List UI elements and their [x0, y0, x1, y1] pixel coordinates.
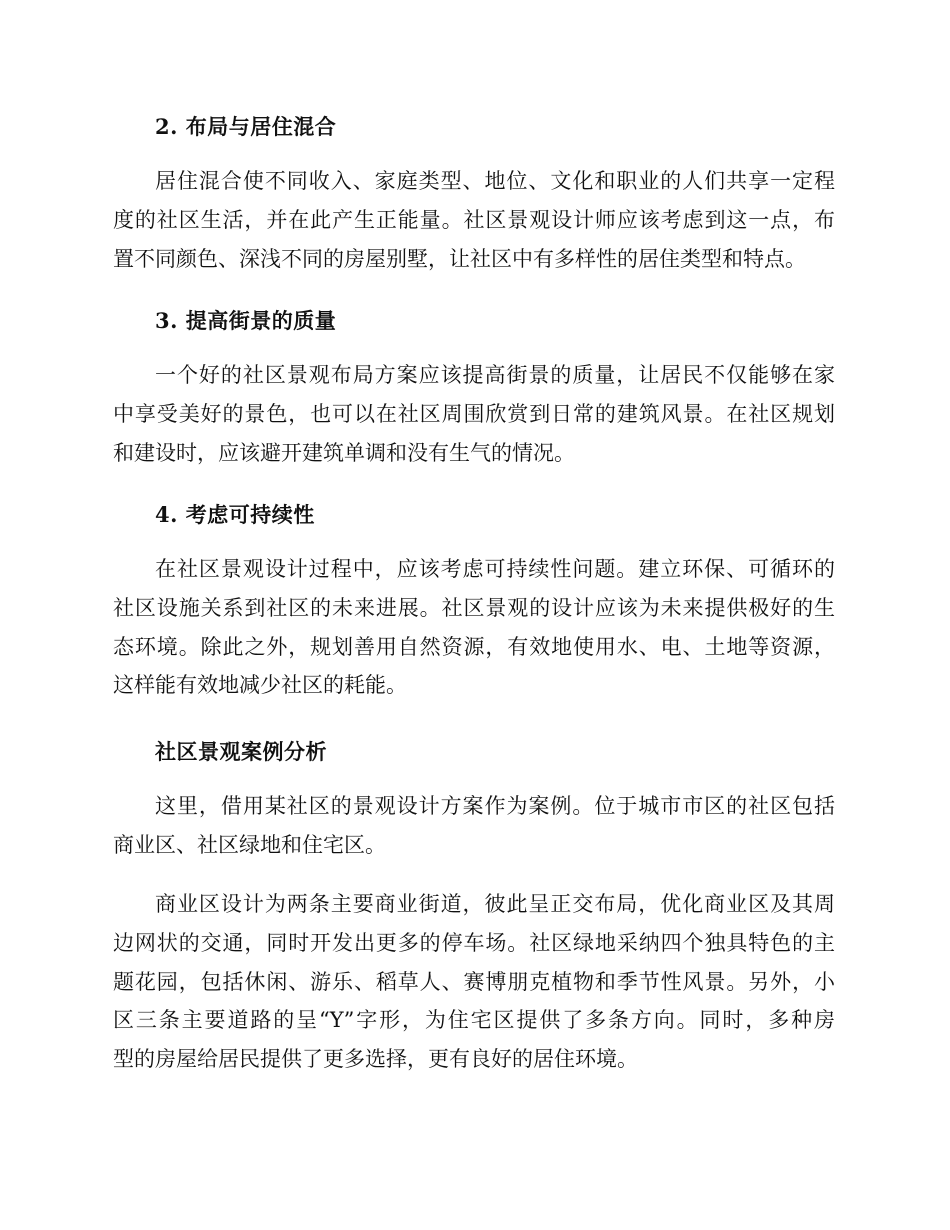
paragraph-line: 区三条主要道路的呈“Y”字形，为住宅区提供了多条方向。同时，多种房 [113, 1008, 835, 1033]
paragraph-line: 型的房屋给居民提供了更多选择，更有良好的居住环境。 [113, 1047, 638, 1072]
section-heading: 社区景观案例分析 [155, 739, 327, 764]
paragraph-line: 中享受美好的景色，也可以在社区周围欣赏到日常的建筑风景。在社区规划 [113, 401, 835, 426]
case-analysis-paragraph-1 [113, 787, 835, 865]
paragraph-line: 和建设时，应该避开建筑单调和没有生气的情况。 [113, 440, 575, 465]
section-heading: 4. 考虑可持续性 [155, 502, 315, 527]
section-4-heading-block [113, 500, 835, 530]
section-2-heading-block [113, 112, 835, 142]
case-analysis-paragraph-2 [113, 885, 835, 1079]
paragraph-line: 这样能有效地减少社区的耗能。 [113, 673, 407, 698]
section-heading: 2. 布局与居住混合 [155, 114, 337, 139]
paragraph-line: 度的社区生活，并在此产生正能量。社区景观设计师应该考虑到这一点，布 [113, 207, 835, 232]
paragraph-line: 在社区景观设计过程中，应该考虑可持续性问题。建立环保、可循环的 [155, 557, 835, 581]
paragraph-line: 商业区、社区绿地和住宅区。 [113, 832, 386, 857]
paragraph-line: 这里，借用某社区的景观设计方案作为案例。位于城市市区的社区包括 [155, 794, 835, 818]
section-2-paragraph [113, 162, 835, 278]
paragraph-line: 一个好的社区景观布局方案应该提高街景的质量，让居民不仅能够在家 [155, 363, 835, 387]
paragraph-line: 置不同颜色、深浅不同的房屋别墅，让社区中有多样性的居住类型和特点。 [113, 246, 806, 271]
section-heading: 3. 提高街景的质量 [155, 308, 337, 333]
paragraph-line: 商业区设计为两条主要商业街道，彼此呈正交布局，优化商业区及其周 [155, 892, 835, 916]
case-analysis-heading-block [113, 737, 835, 767]
paragraph-line: 边网状的交通，同时开发出更多的停车场。社区绿地采纳四个独具特色的主 [113, 930, 835, 955]
paragraph-line: 态环境。除此之外，规划善用自然资源，有效地使用水、电、土地等资源， [113, 634, 835, 659]
paragraph-line: 社区设施关系到社区的未来进展。社区景观的设计应该为未来提供极好的生 [113, 595, 835, 620]
section-3-paragraph [113, 356, 835, 472]
section-4-paragraph [113, 550, 835, 705]
paragraph-line: 居住混合使不同收入、家庭类型、地位、文化和职业的人们共享一定程 [155, 169, 835, 193]
section-3-heading-block [113, 306, 835, 336]
paragraph-line: 题花园，包括休闲、游乐、稻草人、赛博朋克植物和季节性风景。另外，小 [113, 969, 835, 994]
